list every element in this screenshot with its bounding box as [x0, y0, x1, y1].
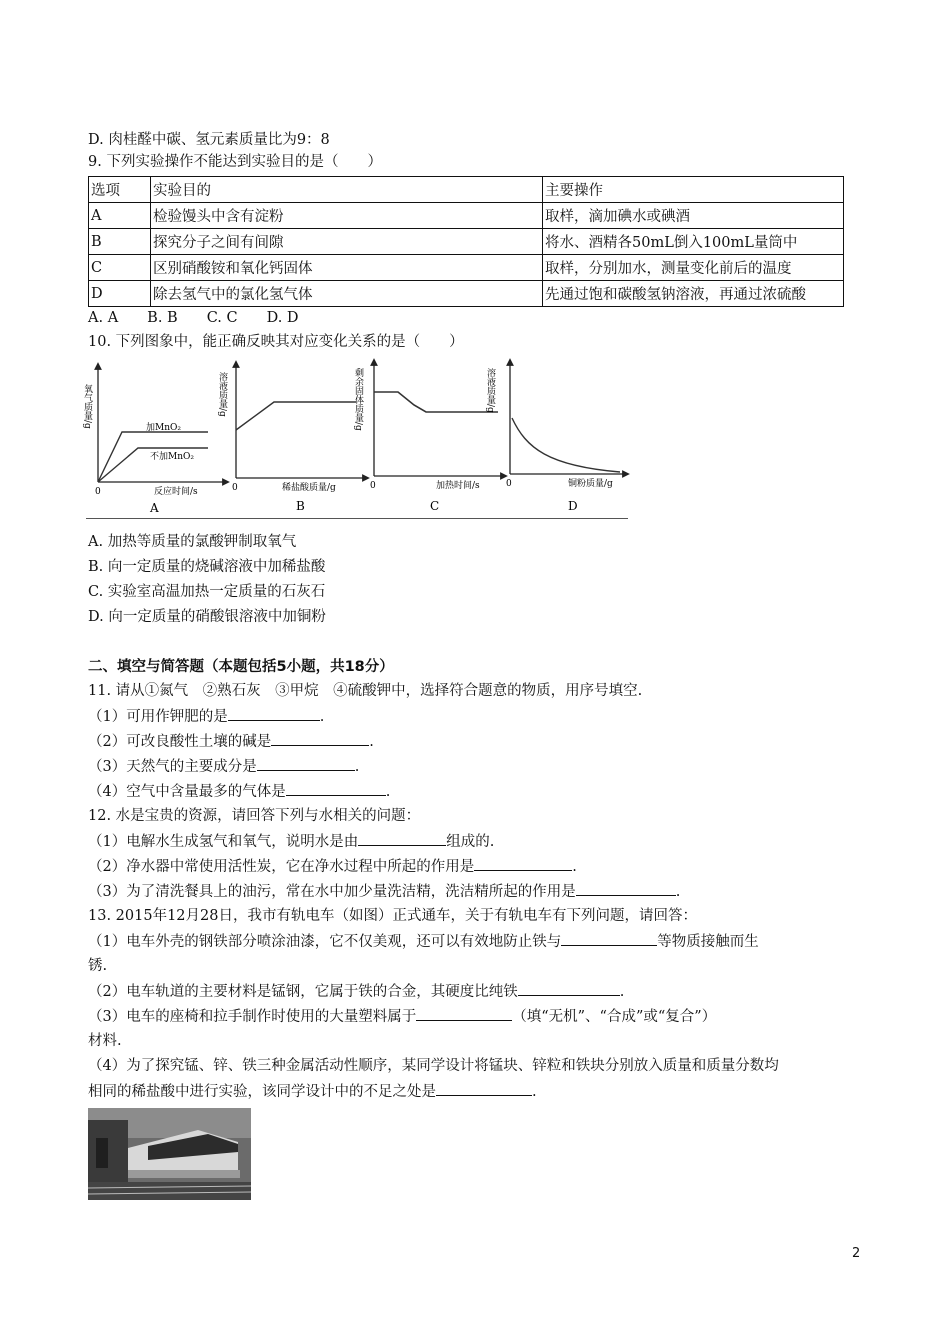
graph-a-ylabel: 氧气质量/g: [82, 384, 92, 429]
row-option: C: [89, 255, 151, 281]
graph-b-xlabel: 稀盐酸质量/g: [282, 483, 336, 493]
graph-a-origin: 0: [95, 487, 101, 497]
q9-stem: 9. 下列实验操作不能达到实验目的是（ ）: [88, 154, 382, 170]
answer-blank[interactable]: [436, 1081, 532, 1096]
graph-c-ylabel: 剩余固体质量/g: [353, 368, 363, 431]
tram-photo: [88, 1108, 251, 1200]
graph-d: [485, 362, 626, 513]
q12-item-2: （2）净水器中常使用活性炭，它在净水过程中所起的作用是 .: [88, 856, 577, 877]
q11-item-2: （2）可改良酸性土壤的碱是 .: [88, 731, 374, 752]
q10-option-b: B. 向一定质量的烧碱溶液中加稀盐酸: [88, 559, 326, 575]
graph-b-origin: 0: [232, 483, 238, 493]
graph-c-origin: 0: [370, 481, 376, 491]
answer-blank[interactable]: [474, 856, 572, 871]
graph-a-label-2: 不加MnO₂: [150, 452, 194, 462]
q9-choices: A. A B. B C. C D. D: [88, 310, 299, 326]
answer-blank[interactable]: [286, 781, 386, 796]
row-purpose: 检验馒头中含有淀粉: [151, 203, 543, 229]
q12-item-3: （3）为了清洗餐具上的油污，常在水中加少量洗洁精，洗洁精所起的作用是 .: [88, 881, 680, 902]
table-row: [89, 203, 844, 229]
header-operation: 主要操作: [543, 177, 844, 203]
graph-d-origin: 0: [506, 479, 512, 489]
row-purpose: 探究分子之间有间隙: [151, 229, 543, 255]
answer-blank[interactable]: [561, 931, 657, 946]
table-row: [89, 255, 844, 281]
header-purpose: 实验目的: [151, 177, 543, 203]
q13-item-4-cont: 相同的稀盐酸中进行实验，该同学设计中的不足之处是 .: [88, 1081, 537, 1102]
row-option: B: [89, 229, 151, 255]
graph-b: [217, 364, 366, 513]
graph-b-ylabel: 溶液质量/g: [217, 372, 227, 417]
graph-c-line: [374, 392, 498, 412]
section-2-title: 二、填空与简答题（本题包括5小题，共18分）: [88, 659, 394, 675]
q10-option-c: C. 实验室高温加热一定质量的石灰石: [88, 584, 326, 600]
row-operation: 取样，滴加碘水或碘酒: [543, 203, 844, 229]
graph-b-letter: B: [296, 499, 305, 513]
q13-item-3: （3）电车的座椅和拉手制作时使用的大量塑料属于 （填“无机”、“合成”或“复合”）: [88, 1006, 716, 1027]
row-operation: 取样，分别加水，测量变化前后的温度: [543, 255, 844, 281]
q11-item-1: （1）可用作钾肥的是 .: [88, 706, 324, 727]
row-option: A: [89, 203, 151, 229]
q11-item-4: （4）空气中含量最多的气体是 .: [88, 781, 390, 802]
table-header-row: [89, 177, 844, 203]
tram-photo-svg: [88, 1108, 251, 1200]
row-option: D: [89, 281, 151, 307]
q11-stem: 11. 请从①氮气 ②熟石灰 ③甲烷 ④硫酸钾中，选择符合题意的物质，用序号填空.: [88, 683, 643, 699]
q13-item-4: （4）为了探究锰、锌、铁三种金属活动性顺序，某同学设计将锰块、锌粒和铁块分别放入质量和质量分数均: [88, 1058, 779, 1074]
graph-d-ylabel: 溶液质量/g: [485, 368, 495, 413]
graph-d-xlabel: 铜粉质量/g: [568, 479, 613, 489]
graph-a-label-1: 加MnO₂: [146, 423, 181, 433]
q9-table: [88, 176, 844, 307]
answer-blank[interactable]: [257, 756, 355, 771]
q13-item-3-cont: 材料.: [88, 1033, 122, 1049]
row-operation: 先通过饱和碳酸氢钠溶液，再通过浓硫酸: [543, 281, 844, 307]
answer-blank[interactable]: [358, 831, 446, 846]
answer-blank[interactable]: [271, 731, 369, 746]
q13-stem: 13. 2015年12月28日，我市有轨电车（如图）正式通车，关于有轨电车有下列问题，请回答：: [88, 908, 697, 924]
graph-d-letter: D: [568, 499, 578, 513]
table-row: [89, 281, 844, 307]
graph-d-line: [512, 418, 620, 472]
graph-a-letter: A: [150, 501, 159, 515]
q10-stem: 10. 下列图象中，能正确反映其对应变化关系的是（ ）: [88, 334, 464, 350]
answer-blank[interactable]: [228, 706, 320, 721]
graph-c: [353, 362, 504, 513]
q12-item-1: （1）电解水生成氢气和氧气，说明水是由 组成的.: [88, 831, 494, 852]
q10-option-a: A. 加热等质量的氯酸钾制取氧气: [88, 534, 297, 550]
q13-item-1-cont: 锈.: [88, 958, 108, 974]
row-purpose: 区别硝酸铵和氧化钙固体: [151, 255, 543, 281]
answer-blank[interactable]: [416, 1006, 512, 1021]
page-number: 2: [852, 1246, 861, 1261]
graph-c-xlabel: 加热时间/s: [436, 481, 480, 491]
graph-c-letter: C: [430, 499, 440, 513]
table-row: [89, 229, 844, 255]
q12-stem: 12. 水是宝贵的资源，请回答下列与水相关的问题：: [88, 808, 421, 824]
q13-item-2: （2）电车轨道的主要材料是锰钢，它属于铁的合金，其硬度比纯铁 .: [88, 981, 624, 1002]
q10-graphs: [82, 360, 628, 519]
q13-item-1: （1）电车外壳的钢铁部分喷涂油漆，它不仅美观，还可以有效地防止铁与 等物质接触而生: [88, 931, 759, 952]
q8-option-d: D. 肉桂醛中碳、氢元素质量比为9：8: [88, 132, 330, 148]
answer-blank[interactable]: [518, 981, 620, 996]
graph-a: [82, 366, 226, 515]
q11-item-3: （3）天然气的主要成分是 .: [88, 756, 359, 777]
graph-b-line: [236, 402, 356, 430]
row-operation: 将水、酒精各50mL倒入100mL量筒中: [543, 229, 844, 255]
row-purpose: 除去氢气中的氯化氢气体: [151, 281, 543, 307]
q10-option-d: D. 向一定质量的硝酸银溶液中加铜粉: [88, 609, 326, 625]
answer-blank[interactable]: [576, 881, 676, 896]
header-option: 选项: [89, 177, 151, 203]
graph-a-xlabel: 反应时间/s: [154, 487, 198, 497]
q10-graphs-svg: [82, 360, 628, 518]
